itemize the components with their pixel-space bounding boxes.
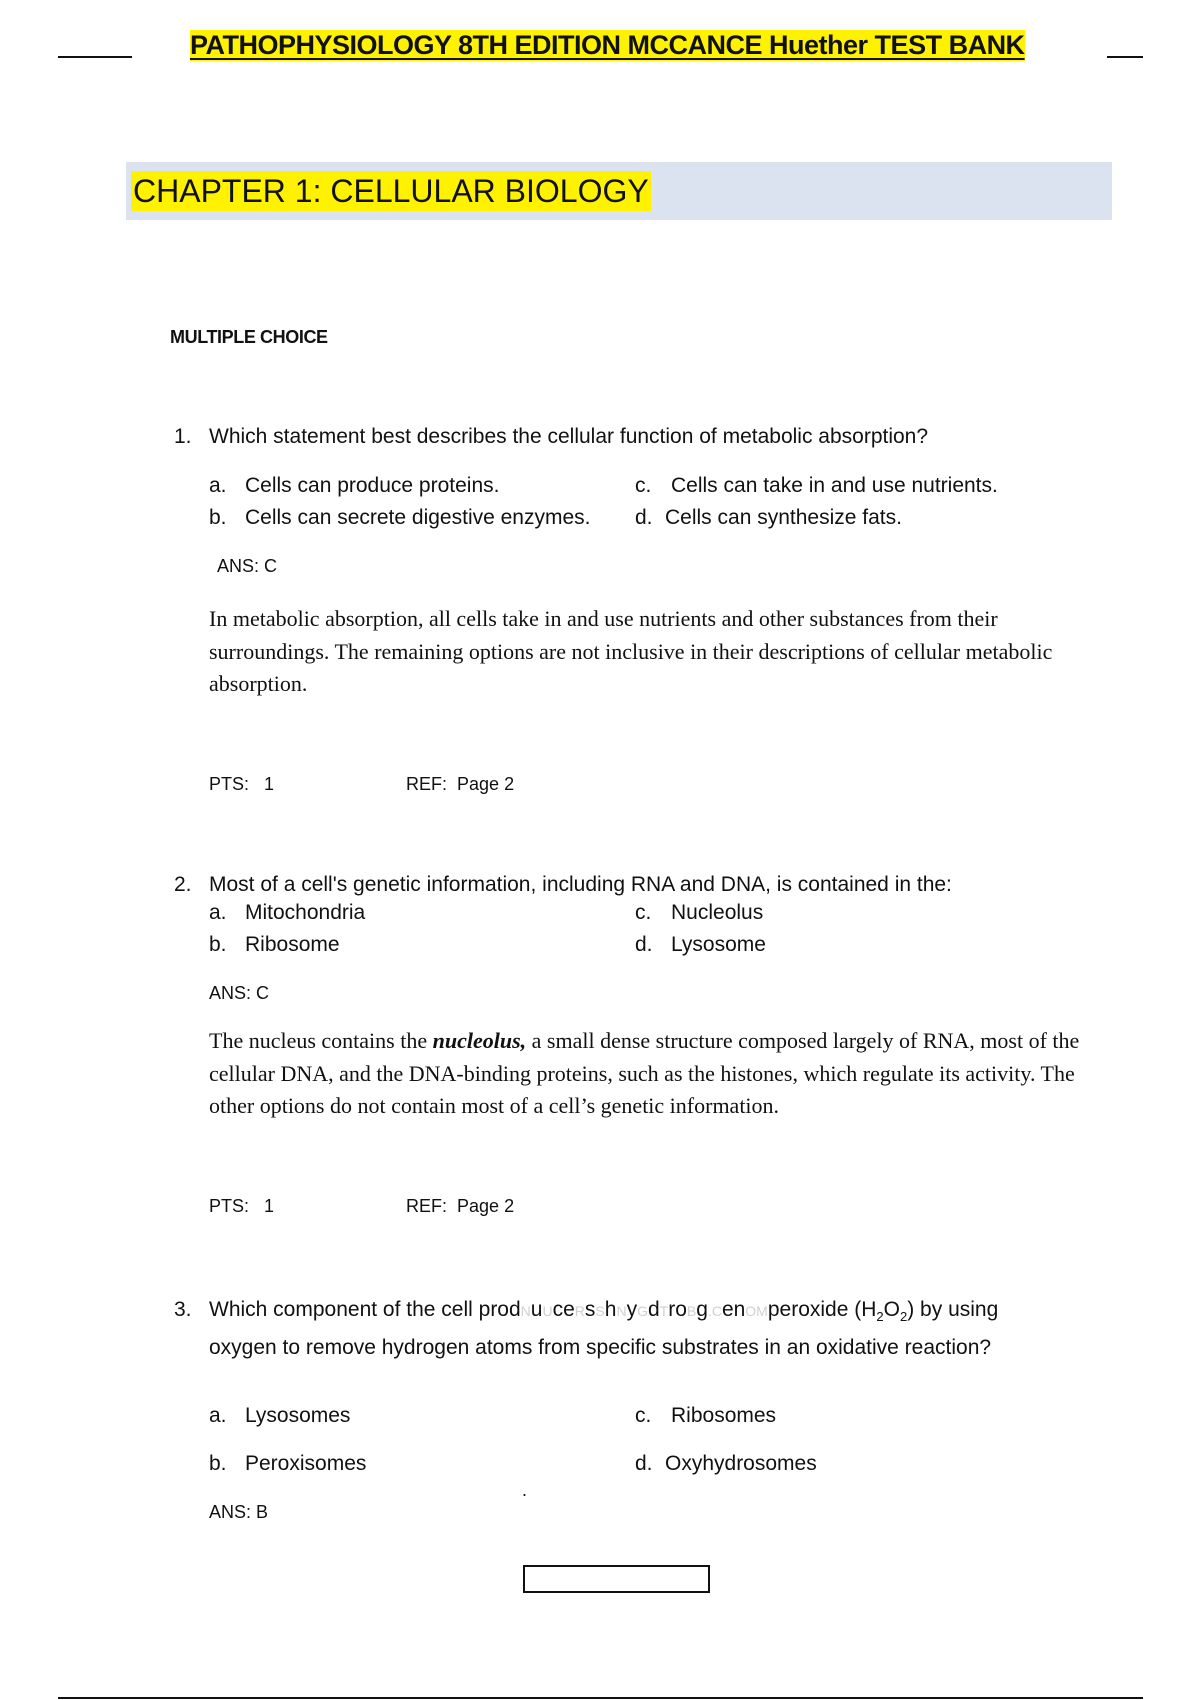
- watermark-text: .C: [707, 1303, 722, 1319]
- page-stamp-box: [523, 1565, 710, 1593]
- option-text: Lysosomes: [245, 1404, 351, 1427]
- points-value: 1: [264, 774, 275, 794]
- option-b: [209, 933, 340, 957]
- reference-label: REF:: [406, 1196, 448, 1216]
- stem-text: Which component of the cell prod: [209, 1298, 521, 1321]
- question-number: 3.: [174, 1298, 192, 1321]
- points-value: 1: [264, 1196, 275, 1216]
- stem-text: h: [604, 1298, 617, 1321]
- stem-text: en: [721, 1298, 746, 1321]
- option-letter: b.: [209, 933, 227, 956]
- question-number: 2.: [174, 873, 192, 896]
- chapter-title: CHAPTER 1: CELLULAR BIOLOGY: [133, 173, 649, 209]
- footer-rule: [58, 1697, 1143, 1699]
- answer-key: ANS: C: [209, 983, 270, 1003]
- stem-text: O: [883, 1298, 900, 1321]
- rationale-text: The nucleus contains the: [209, 1028, 433, 1053]
- option-d: [635, 933, 766, 957]
- watermark-text: U: [542, 1303, 553, 1319]
- stem-text: g: [696, 1298, 708, 1321]
- watermark-text: OM: [745, 1303, 768, 1319]
- watermark-text: B: [686, 1303, 697, 1319]
- option-a: [209, 474, 499, 498]
- points: [209, 1196, 274, 1217]
- option-a: [209, 1404, 350, 1428]
- option-text: Ribosome: [245, 933, 340, 956]
- option-text: Oxyhydrosomes: [665, 1452, 817, 1475]
- watermark-text: R: [574, 1303, 585, 1319]
- section-label: MULTIPLE CHOICE: [170, 327, 328, 347]
- stem-text: u: [530, 1298, 543, 1321]
- option-letter: d.: [635, 1452, 653, 1475]
- option-c: [635, 901, 763, 925]
- question-stem: Which statement best describes the cellular function of metabolic absorption?: [209, 425, 929, 448]
- stem-text: y: [626, 1298, 638, 1321]
- stem-text: ro: [668, 1298, 687, 1321]
- points-label: PTS:: [209, 774, 250, 794]
- rationale: In metabolic absorption, all cells take in and use nutrients and other substances from their surroundings. The remaining options are not inclusive in their descriptions of cellular metabolic absorption.: [209, 606, 1053, 696]
- answer-key: ANS: C: [217, 556, 278, 576]
- rationale-text: a small dense structure composed largely of RNA, most of the cellular DNA, and the DNA-binding proteins, such as the histones, which regulate its activity. The other options do not contain most of a cell’s genetic information.: [209, 1028, 1080, 1118]
- reference: [406, 1196, 514, 1217]
- reference-value: Page 2: [457, 1196, 515, 1216]
- option-d: [635, 506, 902, 530]
- question-number: 1.: [174, 425, 192, 448]
- option-letter: b.: [209, 1452, 227, 1475]
- option-c: [635, 474, 998, 498]
- option-b: [209, 1452, 366, 1476]
- stem-text: d: [647, 1298, 660, 1321]
- document-title: PATHOPHYSIOLOGY 8TH EDITION MCCANCE Huether TEST BANK: [190, 30, 1025, 60]
- watermark-text: N: [520, 1303, 531, 1319]
- watermark-text: G: [637, 1303, 648, 1319]
- option-text: Cells can secrete digestive enzymes.: [245, 506, 591, 529]
- question-2: [174, 870, 1134, 899]
- reference-value: Page 2: [457, 774, 515, 794]
- subscript: 2: [876, 1309, 884, 1325]
- option-letter: d.: [635, 506, 653, 529]
- stem-text: ) by using oxygen to remove hydrogen atoms from specific substrates in an oxidative reaction?: [209, 1298, 999, 1360]
- option-b: [209, 506, 591, 530]
- option-letter: a.: [209, 1404, 227, 1427]
- watermark-text: N: [616, 1303, 627, 1319]
- option-a: [209, 901, 365, 925]
- question-1: [174, 422, 1134, 451]
- rationale: [209, 1025, 1089, 1123]
- reference-label: REF:: [406, 774, 448, 794]
- stem-text: s: [584, 1298, 596, 1321]
- option-letter: a.: [209, 901, 227, 924]
- option-text: Cells can produce proteins.: [245, 474, 500, 497]
- option-letter: c.: [635, 474, 652, 497]
- option-text: Ribosomes: [671, 1404, 777, 1427]
- rationale-term: nucleolus,: [432, 1028, 527, 1053]
- option-letter: b.: [209, 506, 227, 529]
- question-stem: Most of a cell's genetic information, including RNA and DNA, is contained in the:: [209, 873, 952, 896]
- header-rule-right: [1107, 56, 1143, 58]
- option-text: Cells can synthesize fats.: [665, 506, 902, 529]
- option-text: Peroxisomes: [245, 1452, 367, 1475]
- stem-text: ce: [552, 1298, 575, 1321]
- option-letter: c.: [635, 901, 652, 924]
- option-text: Cells can take in and use nutrients.: [671, 474, 998, 497]
- option-letter: d.: [635, 933, 653, 956]
- option-text: Lysosome: [671, 933, 766, 956]
- watermark-text: S: [595, 1303, 605, 1319]
- reference: [406, 774, 514, 795]
- header-rule-left: [58, 56, 132, 58]
- subscript: 2: [900, 1309, 908, 1325]
- stem-text: peroxide (H: [767, 1298, 877, 1321]
- points: [209, 774, 274, 795]
- option-d: [635, 1452, 817, 1476]
- option-text: Nucleolus: [671, 901, 764, 924]
- points-label: PTS:: [209, 1196, 250, 1216]
- option-c: [635, 1404, 776, 1428]
- option-letter: a.: [209, 474, 227, 497]
- answer-key: ANS: B: [209, 1502, 269, 1522]
- watermark-text: T: [659, 1303, 669, 1319]
- option-letter: c.: [635, 1404, 652, 1427]
- question-stem: [174, 1294, 1034, 1363]
- footer-dot: .: [522, 1480, 528, 1500]
- question-3: [174, 1294, 1034, 1363]
- option-text: Mitochondria: [245, 901, 366, 924]
